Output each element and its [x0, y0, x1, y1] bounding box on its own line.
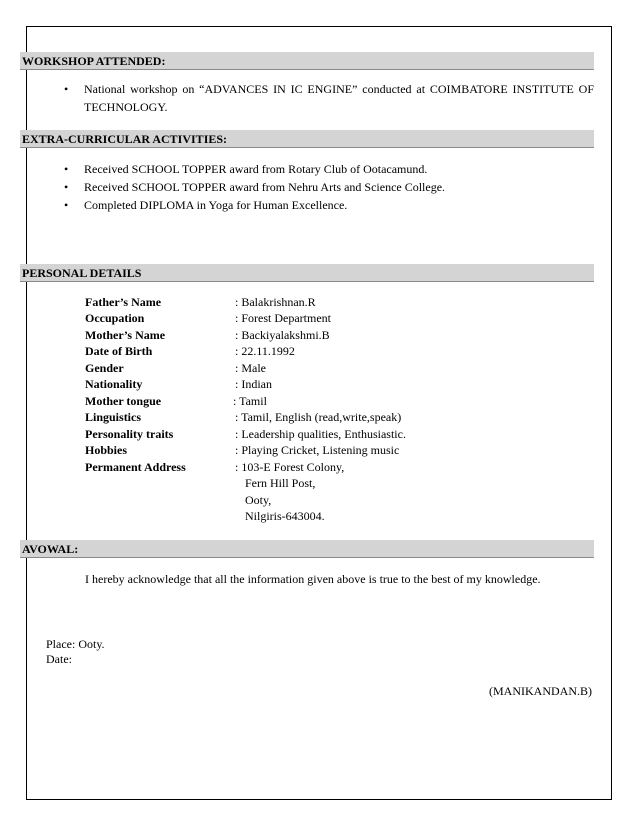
bullet-icon: •: [64, 180, 69, 194]
detail-label: Mother’s Name: [85, 328, 166, 342]
extra-item-text: Received SCHOOL TOPPER award from Rotary Club of Ootacamund.: [84, 162, 428, 176]
bullet-icon: •: [64, 162, 69, 176]
address-line: Ooty,: [245, 493, 272, 507]
detail-label: Gender: [85, 361, 124, 375]
address-line: Fern Hill Post,: [245, 476, 316, 490]
bullet-icon: •: [64, 198, 69, 212]
detail-value: : Forest Department: [235, 311, 331, 325]
list-item: [44, 80, 594, 116]
detail-label: Father’s Name: [85, 295, 162, 309]
extra-heading: EXTRA-CURRICULAR ACTIVITIES:: [20, 130, 594, 148]
workshop-list: [44, 80, 594, 116]
detail-value: : Tamil: [233, 394, 267, 408]
detail-label: Date of Birth: [85, 344, 153, 358]
place-text: Place: Ooty.: [46, 637, 105, 651]
detail-label: Occupation: [85, 311, 145, 325]
bullet-icon: •: [64, 82, 69, 96]
detail-label: Mother tongue: [85, 394, 162, 408]
workshop-item-text: National workshop on “ADVANCES IN IC ENGINE” conducted at COIMBATORE INSTITUTE OF TECHNOLOGY.: [84, 82, 594, 114]
detail-label: Permanent Address: [85, 460, 186, 474]
detail-label: Personality traits: [85, 427, 174, 441]
list-item: [44, 178, 594, 196]
detail-value: : 22.11.1992: [235, 344, 295, 358]
detail-label: Nationality: [85, 377, 143, 391]
detail-value: : 103-E Forest Colony,: [235, 460, 345, 474]
date-text: Date:: [46, 652, 72, 666]
detail-value: : Indian: [235, 377, 272, 391]
detail-value: : Backiyalakshmi.B: [235, 328, 330, 342]
workshop-heading: WORKSHOP ATTENDED:: [20, 52, 594, 70]
extra-item-text: Completed DIPLOMA in Yoga for Human Excellence.: [84, 198, 348, 212]
detail-value: : Playing Cricket, Listening music: [235, 443, 400, 457]
avowal-heading: AVOWAL:: [20, 540, 594, 558]
signature-name: (MANIKANDAN.B): [489, 684, 592, 698]
list-item: [44, 196, 594, 214]
extra-item-text: Received SCHOOL TOPPER award from Nehru Arts and Science College.: [84, 180, 446, 194]
avowal-text: I hereby acknowledge that all the information given above is true to the best of my knowledge.: [85, 572, 541, 586]
detail-label: Hobbies: [85, 443, 128, 457]
address-line: Nilgiris-643004.: [245, 509, 325, 523]
detail-value: : Balakrishnan.R: [235, 295, 316, 309]
personal-heading: PERSONAL DETAILS: [20, 264, 594, 282]
detail-label: Linguistics: [85, 410, 142, 424]
detail-value: : Tamil, English (read,write,speak): [235, 410, 402, 424]
detail-value: : Male: [235, 361, 266, 375]
extra-list: [44, 160, 594, 214]
list-item: [44, 160, 594, 178]
detail-value: : Leadership qualities, Enthusiastic.: [235, 427, 406, 441]
